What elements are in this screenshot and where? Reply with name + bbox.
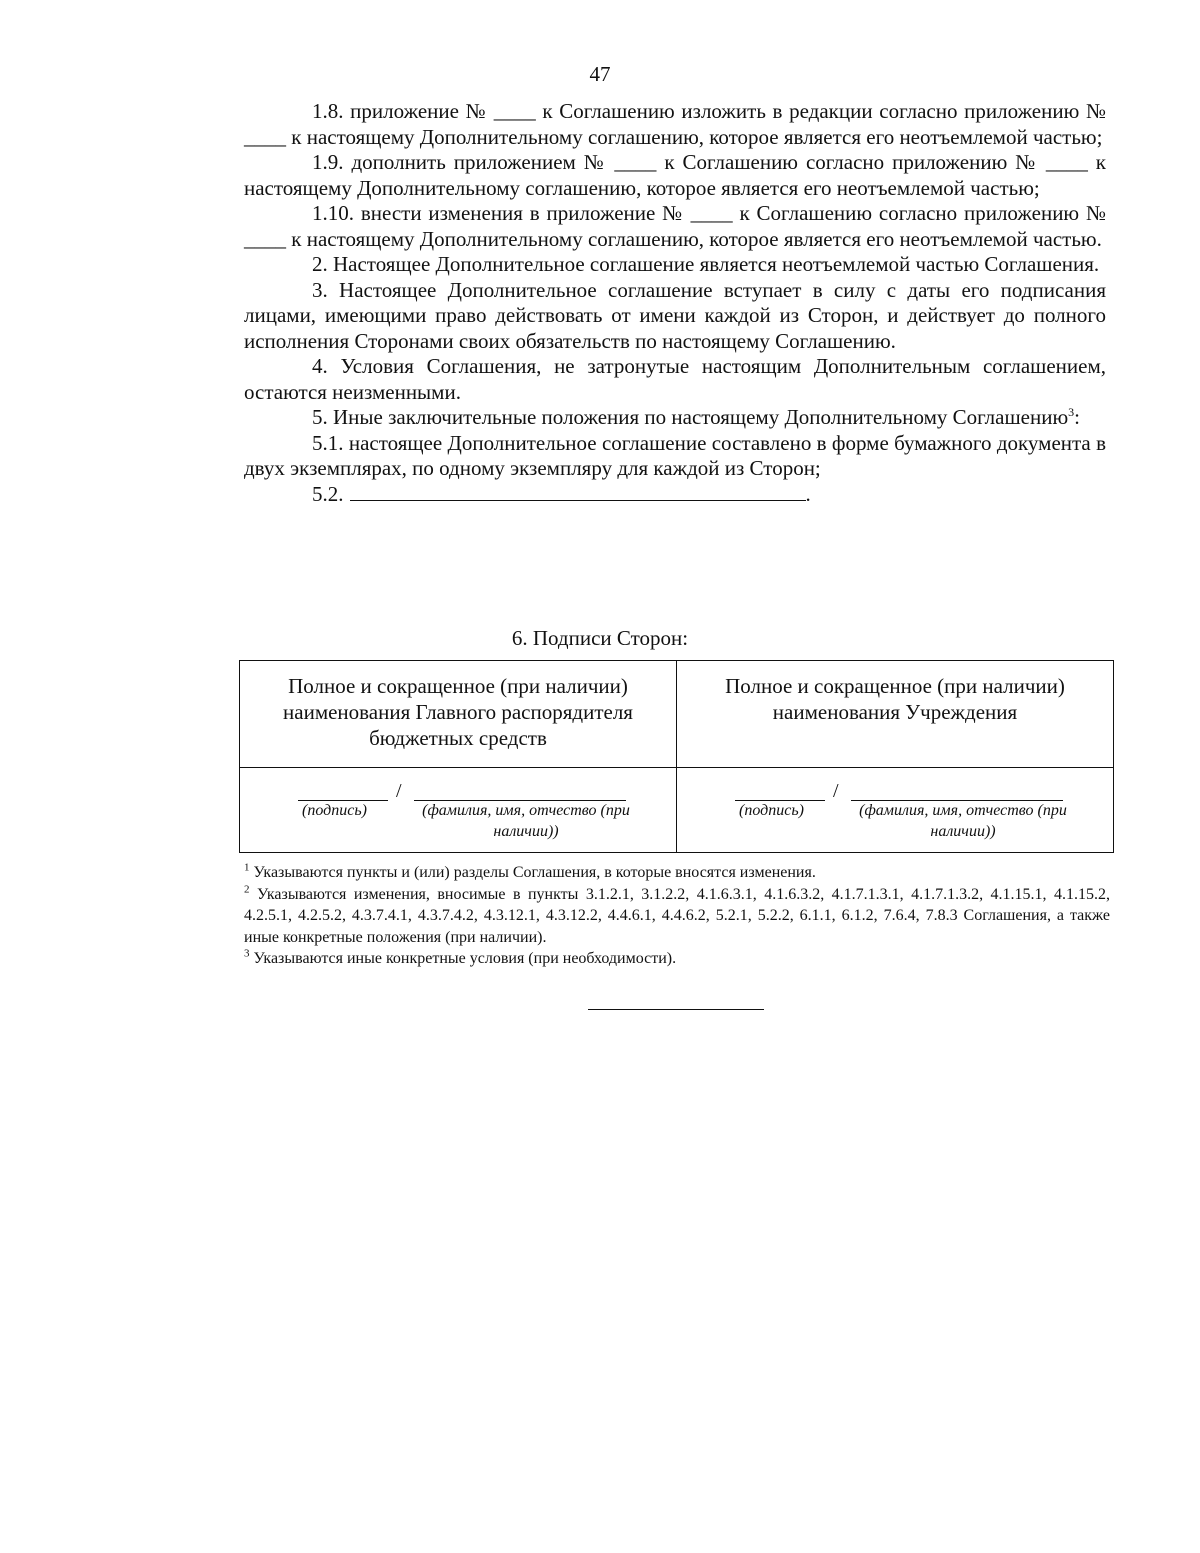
left-party-header [240,661,677,768]
paragraph-5-colon: : [1074,405,1080,429]
page-number: 47 [589,62,611,86]
footnotes [244,862,1110,970]
end-rule [588,1009,764,1010]
name-caption: (фамилия, имя, отчество (при наличии)) [422,802,630,840]
footnote-text: Указываются изменения, вносимые в пункты 3.1.2.1, 3.1.2.2, 4.1.6.3.1, 4.1.6.3.2, 4.1.7.1.3.1, 4.1.7.1.3.2, 4.1.15.1, 4.1.15.2, 4.2.5.1, 4.2.5.2, 4.3.7.4.1, 4.3.7.4.2, 4.3.12.1, 4.3.12.2, 4.4.6.1, 4.4.6.2, 5.2.1, 5.2.2, 6.1.1, 6.1.2, 7.6.4, 7.8.3 Соглашения, а также иные конкретные положения (при наличии). [244,885,1110,946]
paragraph-2: 2. Настоящее Дополнительное соглашение является неотъемлемой частью Соглашения. [312,252,1100,276]
footnote-3 [244,948,1110,970]
right-signature-cell [677,768,1114,853]
left-party-header-text: Полное и сокращенное (при наличии) наименования Главного распорядителя бюджетных средств [283,674,633,750]
paragraph-5-2 [244,482,1106,508]
slash-separator: / [833,780,839,802]
right-party-header [677,661,1114,768]
footnote-ref-3: 3 [1068,405,1075,419]
paragraph-1-10: 1.10. внести изменения в приложение № ____ к Соглашению согласно приложению № ____ к настоящему Дополнительному соглашению, которое является его неотъемлемой частью. [244,201,1106,251]
document-body [244,99,1106,507]
footnote-number: 3 [244,947,250,960]
paragraph-1-8: 1.8. приложение № ____ к Соглашению изложить в редакции согласно приложению № ____ к настоящему Дополнительному соглашению, которое является его неотъемлемой частью; [244,99,1106,149]
footnote-text: Указываются иные конкретные условия (при необходимости). [253,950,677,967]
paragraph-5 [244,405,1106,431]
blank-fill-line [350,482,806,501]
paragraph-4: 4. Условия Соглашения, не затронутые настоящим Дополнительным соглашением, остаются неизменными. [244,354,1106,404]
footnote-1 [244,862,1110,884]
footnote-text: Указываются пункты и (или) разделы Соглашения, в которые вносятся изменения. [253,864,816,881]
paragraph-5-text: 5. Иные заключительные положения по настоящему Дополнительному Соглашению [312,405,1069,429]
paragraph-5-1: 5.1. настоящее Дополнительное соглашение составлено в форме бумажного документа в двух экземплярах, по одному экземпляру для каждой из Сторон; [244,430,1106,480]
signatures-table [239,660,1114,853]
footnote-2 [244,884,1110,949]
paragraph-5-2-end: . [805,481,811,506]
paragraph-1-9: 1.9. дополнить приложением № ____ к Соглашению согласно приложению № ____ к настоящему Дополнительному соглашению, которое является его неотъемлемой частью; [244,150,1106,200]
footnote-number: 1 [244,861,250,874]
signatures-title: 6. Подписи Сторон: [511,626,689,650]
signature-caption: (подпись) [302,802,367,819]
paragraph-5-2-label: 5.2. [312,481,344,506]
slash-separator: / [396,780,402,802]
right-party-header-text: Полное и сокращенное (при наличии) наименования Учреждения [725,674,1065,724]
left-signature-cell [240,768,677,853]
signature-caption: (подпись) [739,802,804,819]
name-caption: (фамилия, имя, отчество (при наличии)) [859,802,1067,840]
paragraph-3: 3. Настоящее Дополнительное соглашение вступает в силу с даты его подписания лицами, имеющими право действовать от имени каждой из Сторон, и действует до полного исполнения Сторонами своих обязательств по настоящему Соглашению. [244,277,1106,353]
footnote-number: 2 [244,883,250,896]
